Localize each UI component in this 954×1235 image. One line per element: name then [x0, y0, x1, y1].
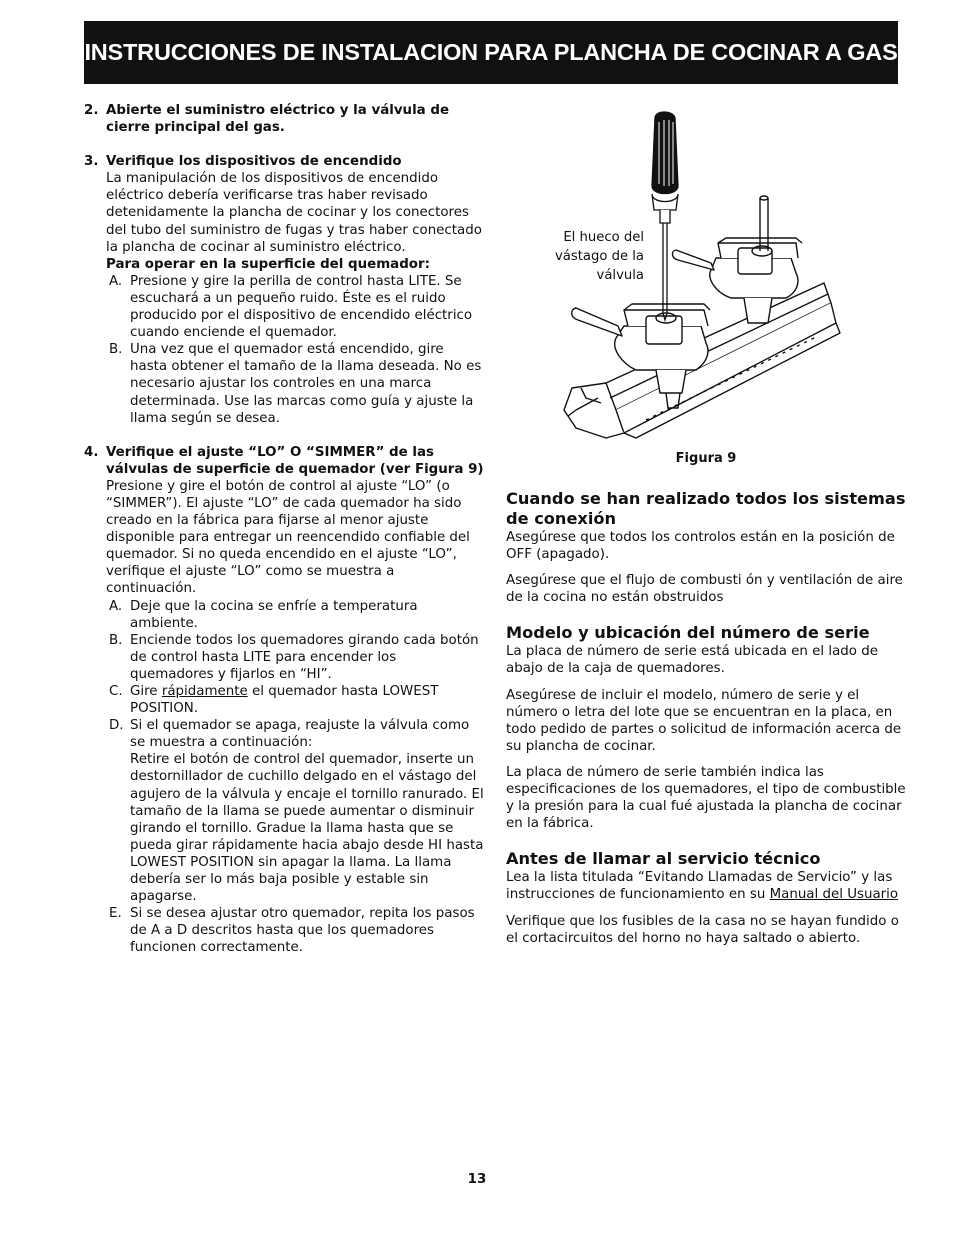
paragraph: La placa de número de serie también indica las especificaciones de los quemadores, el tipo de combustible y la presión para la cual fué ajustada la plancha de cocinar en la fábrica. — [506, 764, 906, 832]
page-number: 13 — [467, 1172, 487, 1187]
list-item: A. Presione y gire la perilla de control hasta LITE. Se escuchará a un pequeño ruido. Éste es el ruido producido por el dispositivo de encendido eléctrico cuando enciende el quemador. — [109, 273, 473, 341]
step-number: 2. — [84, 103, 99, 118]
section-heading: Modelo y ubicación del número de serie — [506, 623, 870, 643]
paragraph: Asegúrese de incluir el modelo, número de serie y el número o letra del lote que se encuentran en la placa, en todo pedido de partes o solicitud de información acerca de su plancha de cocinar. — [506, 687, 902, 754]
step-title: Verifique los dispositivos de encendido — [106, 154, 402, 170]
paragraph: Asegúrese que el flujo de combusti ón y ventilación de aire de la cocina no están obstruidos — [506, 573, 903, 606]
section-heading: Cuando se han realizado todos los sistemas de conexión — [506, 489, 906, 528]
step-3 — [84, 153, 484, 427]
step-subheading: Para operar en la superficie del quemador: — [106, 256, 430, 272]
step-title: Verifique el ajuste “LO” O “SIMMER” de las válvulas de superficie de quemador (ver Figura 9) — [106, 444, 484, 477]
paragraph: La placa de número de serie está ubicada en el lado de abajo de la caja de quemadores. — [506, 644, 878, 677]
list-item: A. Deje que la cocina se enfríe a temperatura ambiente. — [109, 598, 418, 631]
step-number: 4. — [84, 444, 99, 460]
left-column — [84, 102, 484, 957]
figure-label: El hueco del vástago de la válvula — [554, 230, 644, 283]
step-4 — [84, 444, 484, 957]
paragraph: Lea la lista titulada “Evitando Llamadas de Servicio” y las instrucciones de funcionamiento en su Manual del Usuario — [506, 870, 899, 903]
step-number: 3. — [84, 154, 99, 170]
page-title: INSTRUCCIONES DE INSTALACION PARA PLANCHA DE COCINAR A GAS — [84, 21, 898, 84]
user-manual-reference: Manual del Usuario — [769, 887, 899, 903]
step-body: Presione y gire el botón de control al ajuste “LO” (o “SIMMER”). El ajuste “LO” de cada quemador ha sido creado en la fábrica para fijarse al menor ajuste disponible para entregar un reencendido confiable del quemador. Si no queda encendido en el ajuste “LO”, verifique el ajuste “LO” como se muestra a continuación. — [106, 478, 470, 597]
step-body: La manipulación de los dispositivos de encendido eléctrico debería verificarse tras haber revisado detenidamente la plancha de cocinar y los conectores del tubo del suministro de fugas y tras haber conectado la plancha de cocinar al suministro eléctrico. — [106, 171, 482, 255]
list-item: B. Enciende todos los quemadores girando cada botón de control hasta LITE para encender los quemadores y fijarlos en “HI”. — [109, 632, 479, 682]
section-heading: Antes de llamar al servicio técnico — [506, 849, 821, 869]
step-2 — [84, 102, 484, 136]
list-item: E. Si se desea ajustar otro quemador, repita los pasos de A a D descritos hasta que los quemadores funcionen correctamente. — [109, 906, 475, 956]
figure-caption: Figura 9 — [675, 451, 737, 466]
list-item: B. Una vez que el quemador está encendido, gire hasta obtener el tamaño de la llama deseada. No es necesario ajustar los controles en una marca determinada. Use las marcas como guía y ajuste la llama según se desea. — [109, 342, 482, 426]
underlined-text: rápidamente — [161, 684, 248, 699]
right-column — [506, 489, 906, 947]
step-title: Abierte el suministro eléctrico y la válvula de cierre principal del gas. — [106, 103, 450, 136]
paragraph: Asegúrese que todos los controlos están en la posición de OFF (apagado). — [506, 530, 895, 563]
list-item: D. Si el quemador se apaga, reajuste la válvula como se muestra a continuación: Retire el botón de control del quemador, inserte un destornillador de cuchillo delgado en el vástago del agujero de la válvula y encaje el tornillo ranurado. El tamaño de la llama se puede aumentar o disminuir girando el tornillo. Gradue la llama hasta que se pueda girar rápidamente hacia abajo desde HI hasta LOWEST POSITION sin apagar la llama. La llama debería ser lo más baja posible y estable sin apagarse. — [109, 718, 484, 905]
paragraph: Verifique que los fusibles de la casa no se hayan fundido o el cortacircuitos del horno no haya saltado o abierto. — [506, 913, 899, 946]
list-item: C. Gire rápidamente el quemador hasta LOWEST POSITION. — [109, 684, 439, 717]
